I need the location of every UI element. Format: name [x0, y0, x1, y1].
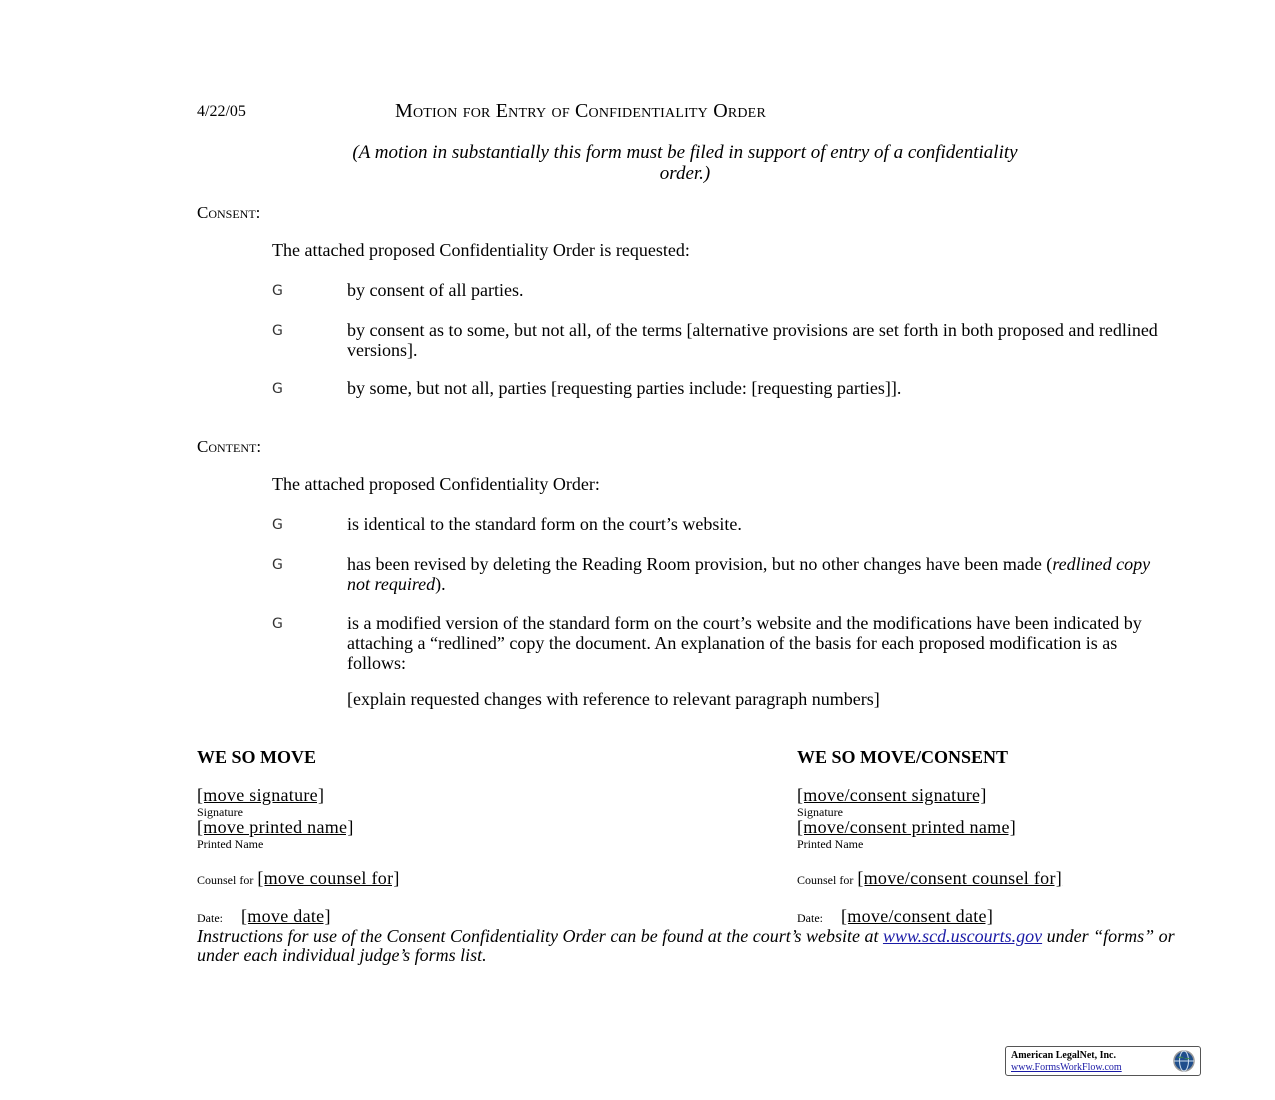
globe-logo-icon: [1172, 1049, 1196, 1073]
content-option-2-italic: redlined copy not required: [347, 554, 1151, 594]
move-consent-date-field[interactable]: [move/consent date]: [841, 906, 994, 926]
move-counsel-row: [197, 868, 400, 889]
consent-option-1-checkbox[interactable]: G: [272, 283, 283, 299]
document-date: 4/22/05: [197, 103, 246, 120]
move-date-field[interactable]: [move date]: [241, 906, 331, 926]
move-signature-label: Signature: [197, 805, 243, 819]
move-consent-printed-name-field[interactable]: [move/consent printed name]: [797, 817, 1017, 837]
move-printed-name-label: Printed Name: [197, 837, 264, 851]
content-option-2-checkbox[interactable]: G: [272, 557, 283, 573]
move-counsel-label: Counsel for: [197, 873, 254, 887]
court-website-link[interactable]: www.scd.uscourts.gov: [882, 926, 1043, 946]
instructions: [197, 927, 1177, 965]
consent-option-3: by some, but not all, parties [requesting parties include: [requesting parties]].: [347, 378, 902, 398]
move-consent-counsel-label: Counsel for: [797, 873, 854, 887]
badge-company-name: American LegalNet, Inc.: [1011, 1050, 1116, 1061]
move-date-label: Date:: [197, 911, 223, 925]
explanation-field[interactable]: [explain requested changes with reference to relevant paragraph numbers]: [347, 689, 880, 709]
content-option-2-end: ).: [435, 574, 446, 594]
content-option-2: [347, 554, 1177, 594]
move-consent-date-label: Date:: [797, 911, 823, 925]
consent-heading: Consent:: [197, 203, 261, 222]
move-signature-field[interactable]: [move signature]: [197, 785, 325, 805]
content-option-1: is identical to the standard form on the court’s website.: [347, 514, 742, 534]
move-counsel-for-field[interactable]: [move counsel for]: [257, 868, 400, 888]
badge-url-link[interactable]: www.FormsWorkFlow.com: [1011, 1062, 1122, 1073]
consent-option-2-checkbox[interactable]: G: [272, 323, 283, 339]
document-title: Motion for Entry of Confidentiality Order: [395, 100, 766, 122]
american-legalnet-badge[interactable]: [1005, 1046, 1201, 1076]
move-consent-signature-label: Signature: [797, 805, 843, 819]
move-consent-counsel-for-field[interactable]: [move/consent counsel for]: [857, 868, 1063, 888]
content-option-3-checkbox[interactable]: G: [272, 616, 283, 632]
instructions-text-before: Instructions for use of the Consent Confidentiality Order can be found at the court’s website at: [197, 926, 883, 946]
consent-option-1: by consent of all parties.: [347, 280, 524, 300]
move-printed-name-field[interactable]: [move printed name]: [197, 817, 354, 837]
document-subtitle: (A motion in substantially this form must be filed in support of entry of a confidentiality order.): [352, 142, 1018, 184]
consent-option-2: by consent as to some, but not all, of the terms [alternative provisions are set forth in both proposed and redlined versions].: [347, 320, 1158, 360]
move-date-row: [197, 906, 331, 927]
content-intro: The attached proposed Confidentiality Order:: [272, 474, 600, 494]
instructions-text-after: under “forms” or under each individual judge’s forms list.: [197, 926, 1175, 965]
content-option-3: is a modified version of the standard form on the court’s website and the modifications have been indicated by attaching a “redlined” copy the document. An explanation of the basis for each proposed modification is as follows:: [347, 613, 1142, 673]
we-so-move-heading: WE SO MOVE: [197, 747, 317, 767]
move-consent-printed-name-label: Printed Name: [797, 837, 864, 851]
content-option-2-main: has been revised by deleting the Reading Room provision, but no other changes have been made (: [347, 554, 1053, 574]
consent-option-3-checkbox[interactable]: G: [272, 381, 283, 397]
consent-intro: The attached proposed Confidentiality Order is requested:: [272, 240, 690, 260]
move-consent-date-row: [797, 906, 993, 927]
we-so-move-consent-heading: WE SO MOVE/CONSENT: [797, 747, 1009, 767]
move-consent-signature-field[interactable]: [move/consent signature]: [797, 785, 987, 805]
content-heading: Content:: [197, 437, 262, 456]
move-consent-counsel-row: [797, 868, 1062, 889]
content-option-1-checkbox[interactable]: G: [272, 517, 283, 533]
